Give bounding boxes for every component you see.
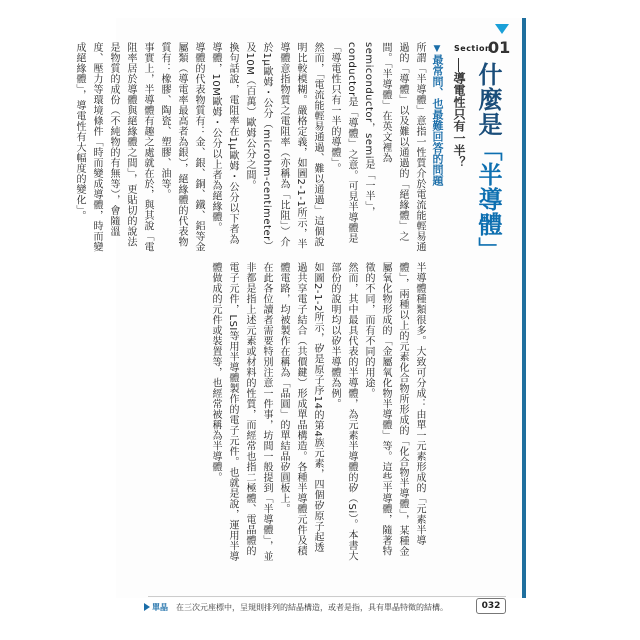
footnote-text: 在三次元座標中，呈規則排列的結晶構造，或者是指，具有單晶特徵的結構。 <box>176 603 448 612</box>
body-column-top <box>74 42 428 252</box>
page-number: 032 <box>476 598 506 614</box>
paragraph: 然而，「電流能輕易通過、難以通過」這個說明比較模糊。嚴格定義，如圖2-1-1所示，半導體意指物質之電阻率（亦稱為「比阻」）介於1μ歐姆・公分（microhm-centimeter）及10M（百萬）歐姆公分之間。 <box>244 42 323 252</box>
paragraph: 導體的代表物質有：金、銀、銅、鐵、鋁等金屬類（導電率最高者為銀），絕緣體的代表物質有：橡膠、陶瓷、塑膠、油等。 <box>159 42 204 252</box>
subtitle-dash <box>458 58 459 72</box>
paragraph: 換句話說，電阻率在1μ歐姆・公分以下者為導體，10M歐姆・公分以上者為絕緣體。 <box>210 42 238 245</box>
paragraph: 事實上，半導體有趣之處就在於，與其說「電阻率居於導體與絕緣體之間」，更貼切的說法是物質的成份（不純物的有無等），會隨溫度、壓力等環境條件「時而變成導體，時而變成絕緣體」，導電性有大幅度的變化」。 <box>74 42 153 252</box>
footer-divider <box>148 596 506 597</box>
page-subtitle: 導電性只有一半？ <box>452 72 466 168</box>
paragraph: 如圖2-1-2所示，矽是原子序14的第4族元素，四個矽原子起透過共享電子結合（共價鍵）形成單晶構造。各種半導體元件及積體電路，均被製作在稱為「晶圓」的單結晶矽圓板上。 <box>278 262 323 556</box>
paragraph: 所謂「半導體」意指一性質介於電流能輕易通過的「導體」以及難以通過的「絕緣體」之間。「半導體」在英文裡為semiconductor，semi是「一半」，conductor是「導體」之意。可見半導體是「導電性只有一半的導體」。 <box>329 42 425 252</box>
title-pre: 什麼是 <box>474 62 502 137</box>
page-edge-accent <box>522 18 526 598</box>
heading-text: 最常問、也最難回答的問題 <box>431 54 444 186</box>
heading-triangle-icon: ▼ <box>432 44 442 54</box>
title-highlight: 「半導體」 <box>474 137 502 262</box>
section-label: Section <box>454 44 492 53</box>
footer-arrow-icon <box>144 603 150 611</box>
paragraph: 在此各位讀者需要特別注意一件事，坊間一般提到「半導體」，並非都是指上述元素或材料的性質，而經常也指二極體、電晶體的電子元件，LSI等用半導體製作的電子元件。也就是說，運用半導體做成的元件或裝置等，也經常被稱為半導體。 <box>210 262 272 562</box>
paragraph: 半導體種類很多。大致可分成：由單一元素形成的「元素半導體」，兩種以上的元素化合物所形成的「化合物半導體」，某種金屬氧化物形成的「金屬氧化物半導體」等。這些半導體，隨著特徵的不同，而有不同的用途。 <box>363 262 425 557</box>
page-title <box>470 62 506 262</box>
section-heading <box>428 44 446 264</box>
section-number: 01 <box>488 38 511 57</box>
body-column-bottom <box>150 262 428 562</box>
triangle-marker-icon <box>495 24 509 34</box>
paragraph: 然而，其中最具代表的半導體，為元素半導體的矽（Si）。本書大部份的說明均以矽半導體為例。 <box>329 262 357 562</box>
footnote-term: 單晶 <box>152 603 168 612</box>
